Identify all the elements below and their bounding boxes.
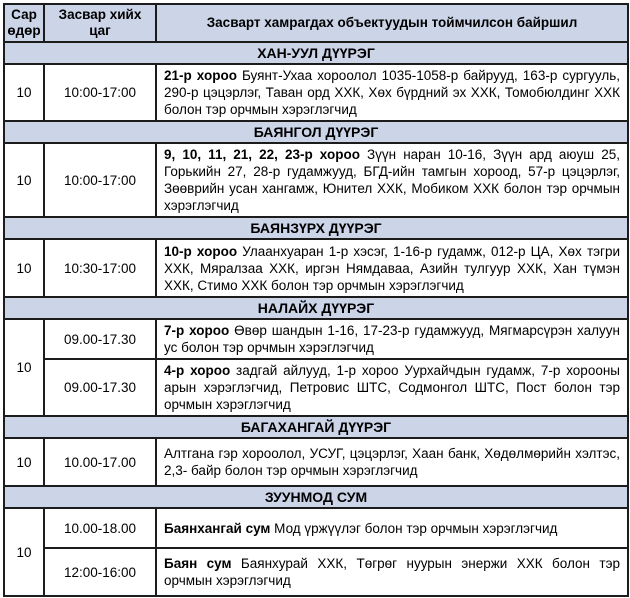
time-cell: 10.00-17.00: [44, 438, 156, 486]
time-cell: 10.00-18.00: [44, 508, 156, 548]
table-row: [4, 359, 628, 416]
day-cell: 10: [4, 64, 44, 121]
section-header-bayanzurkh: [4, 217, 628, 239]
location-cell: [156, 239, 628, 297]
section-title: БАЯНГОЛ ДҮҮРЭГ: [4, 121, 628, 143]
section-title: ЗУУНМОД СУМ: [4, 486, 628, 508]
location-text: Буянт-Ухаа хороолол 1035-1058-р байрууд, 163-р сургууль, 290-р цэцэрлэг, Таван орд ХХК, Хөх бүрдний эх ХХК, Томобюлдинг ХХК болон тэр орчмын хэрэглэгчид: [164, 68, 621, 118]
time-cell: 09.00-17.30: [44, 359, 156, 416]
time-cell: 10:30-17:00: [44, 239, 156, 297]
section-title: БАГАХАНГАЙ ДҮҮРЭГ: [4, 416, 628, 438]
time-cell: 12:00-16:00: [44, 548, 156, 596]
section-header-bayangol: [4, 121, 628, 143]
location-lead: Баянхангай сум: [164, 520, 271, 536]
section-header-zuunmod: [4, 486, 628, 508]
location-cell: [156, 508, 628, 548]
table-row: [4, 64, 628, 121]
location-lead: Баян сум: [164, 556, 232, 572]
section-title: ХАН-УУЛ ДҮҮРЭГ: [4, 42, 628, 64]
table-row: [4, 548, 628, 596]
column-header-row: [4, 4, 628, 42]
day-cell: 10: [4, 239, 44, 297]
table-row: [4, 438, 628, 486]
location-lead: 10-р хороо: [164, 243, 238, 259]
time-cell: 09.00-17.30: [44, 319, 156, 359]
section-header-bagakhangai: [4, 416, 628, 438]
outage-schedule-table: [3, 3, 629, 597]
location-text: Баянхурай ХХК, Төгрөг нуурын энержи ХХК болон тэр орчмын хэрэглэгчид: [164, 556, 620, 589]
location-text: Зүүн наран 10-16, Зүүн ард аюуш 25, Горькийн 27, 28-р гудамжууд, БГД-ийн тамгын хороод, 57-р цэцэрлэг, Зөөврийн усан хангамж, Юнител ХХК, Мобиком ХХК болон тэр орчмын хэрэглэгчид: [164, 147, 620, 214]
location-cell: [156, 319, 628, 359]
section-header-nalaikh: [4, 297, 628, 319]
location-text: Өвөр шандын 1-16, 17-23-р гудамжууд, Мягмарсүрэн халуун ус болон тэр орчмын хэрэглэгчид: [164, 323, 620, 356]
col-header-day: Сар өдөр: [4, 4, 44, 42]
table-row: [4, 319, 628, 359]
col-header-location: Засварт хамрагдах объектуудын тоймчилсон байршил: [156, 4, 628, 42]
time-cell: 10:00-17:00: [44, 64, 156, 121]
section-title: БАЯНЗҮРХ ДҮҮРЭГ: [4, 217, 628, 239]
day-cell: 10: [4, 438, 44, 486]
location-lead: 7-р хороо: [164, 323, 230, 339]
location-lead: 4-р хороо: [164, 363, 231, 379]
col-header-time: Засвар хийх цаг: [44, 4, 156, 42]
location-cell: [156, 143, 628, 217]
section-title: НАЛАЙХ ДҮҮРЭГ: [4, 297, 628, 319]
table-row: [4, 239, 628, 297]
location-cell: [156, 359, 628, 416]
table-row: [4, 508, 628, 548]
location-text: задгай айлууд, 1-р хороо Уурхайчдын гудамж, 7-р хорооны арын хэрэглэгчид, Петровис ШТС, Содмонгол ШТС, Пост болон тэр орчмын хэрэглэгчид: [164, 363, 620, 413]
day-cell: 10: [4, 508, 44, 596]
time-cell: 10:00-17:00: [44, 143, 156, 217]
day-cell: 10: [4, 319, 44, 416]
location-text: Мод үржүүлэг болон тэр орчмын хэрэглэгчид: [270, 520, 558, 536]
table-row: [4, 143, 628, 217]
section-header-khan-uul: [4, 42, 628, 64]
location-cell: [156, 438, 628, 486]
location-lead: 21-р хороо: [164, 68, 237, 84]
day-cell: 10: [4, 143, 44, 217]
location-text: Улаанхуаран 1-р хэсэг, 1-16-р гудамж, 012-р ЦА, Хөх тэгри ХХК, Мяралзаа ХХК, иргэн Нямдаваа, Азийн тулгуур ХХК, Хан түмэн ХХК, Стимо ХХК болон тэр орчмын хэрэглэгчид: [164, 243, 620, 293]
location-text: Алтгана гэр хороолол, УСУГ, цэцэрлэг, Хаан банк, Хөдөлмөрийн хэлтэс, 2,3- байр болон тэр орчмын хэрэглэгчид: [164, 446, 620, 479]
location-cell: [156, 548, 628, 596]
location-cell: [156, 64, 628, 121]
location-lead: 9, 10, 11, 21, 22, 23-р хороо: [164, 147, 360, 163]
